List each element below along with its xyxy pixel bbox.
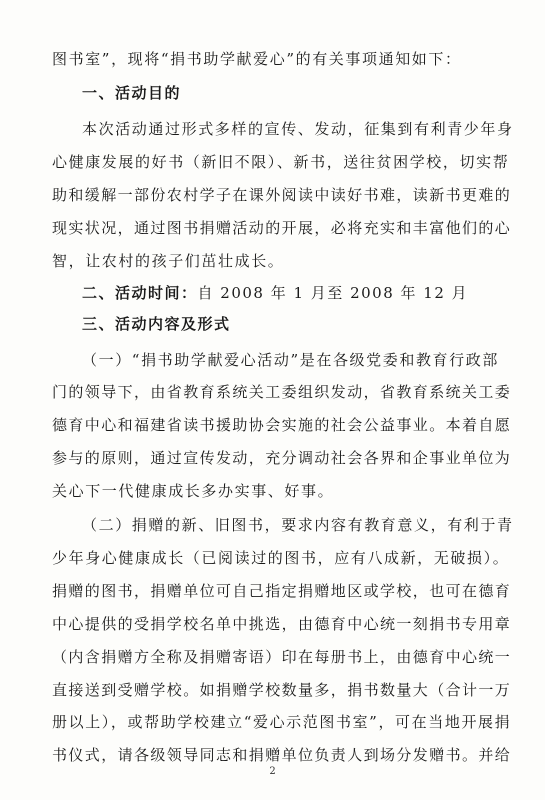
- text-line: 直接送到受赠学校。如捐赠学校数量多，捐书数量大（合计一万: [52, 681, 512, 699]
- text-line: 册以上），或帮助学校建立“爱心示范图书室”，可在当地开展捐: [52, 713, 512, 731]
- text-line: （一）“捐书助学献爱心活动”是在各级党委和教育行政部: [82, 351, 499, 369]
- time-label: 二、活动时间：: [82, 284, 198, 302]
- text-line: 捐赠的图书，捐赠单位可自己指定捐赠地区或学校，也可在德育: [52, 582, 512, 600]
- time-value: 自 2008 年 1 月至 2008 年 12 月: [197, 284, 469, 302]
- section-heading-content: 三、活动内容及形式: [82, 315, 231, 333]
- page-number: 2: [269, 766, 276, 777]
- text-line: 中心提供的受捐学校名单中挑选，由德育中心统一刻捐书专用章: [52, 615, 512, 633]
- text-line: 现实状况，通过图书捐赠活动的开展，必将充实和丰富他们的心: [52, 219, 512, 237]
- text-line: 少年身心健康成长（已阅读过的图书，应有八成新，无破损）。: [52, 549, 510, 567]
- text-line: 智，让农村的孩子们茁壮成长。: [52, 252, 285, 270]
- text-line: 本次活动通过形式多样的宣传、发动，征集到有利青少年身: [82, 120, 514, 138]
- text-line: 关心下一代健康成长多办实事、好事。: [52, 482, 335, 500]
- text-line: （内含捐赠方全称及捐赠寄语）印在每册书上，由德育中心统一: [52, 648, 512, 666]
- text-line: 书仪式，请各级领导同志和捐赠单位负责人到场分发赠书。并给: [52, 746, 512, 764]
- text-line: 参与的原则，通过宣传发动，充分调动社会各界和企事业单位为: [52, 449, 512, 467]
- text-line: （二）捐赠的新、旧图书，要求内容有教育意义，有利于青: [82, 516, 514, 534]
- text-line: 门的领导下，由省教育系统关工委组织发动，省教育系统关工委: [52, 383, 512, 401]
- section-heading-time: [82, 282, 468, 304]
- text-line: 助和缓解一部份农村学子在课外阅读中读好书难，读新书更难的: [52, 186, 512, 204]
- section-heading-purpose: 一、活动目的: [82, 84, 182, 102]
- text-line: 图书室”，现将“捐书助学献爱心”的有关事项通知如下：: [52, 50, 462, 68]
- text-line: 心健康发展的好书（新旧不限）、新书，送往贫困学校，切实帮: [52, 153, 510, 171]
- text-line: 德育中心和福建省读书援助协会实施的社会公益事业。本着自愿: [52, 416, 512, 434]
